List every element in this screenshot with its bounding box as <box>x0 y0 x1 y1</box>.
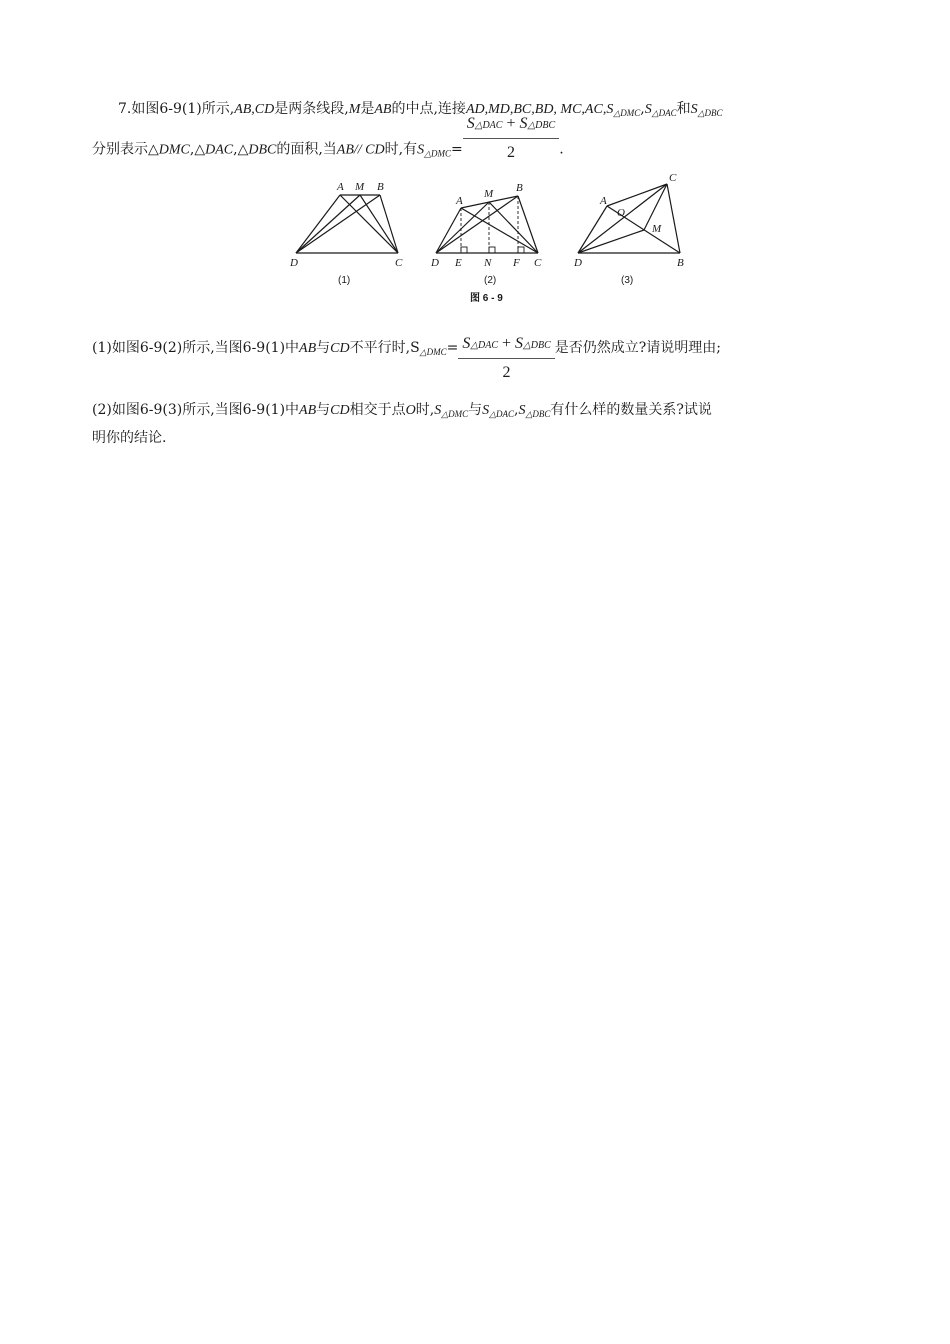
label-b-2: B <box>516 182 523 194</box>
label-c-1: C <box>395 257 403 269</box>
label-a-3: A <box>600 195 607 207</box>
label-n-2: N <box>484 257 492 269</box>
label-m-3: M <box>652 223 662 235</box>
label-d-3: D <box>574 257 582 269</box>
area-fraction: $\frac{\text{S△DAC + S△DBC}}{2}$ <box>463 114 559 163</box>
segment-ac-2 <box>461 208 538 253</box>
figure-panel-2 <box>436 196 538 253</box>
question-2-line-2: 明你的结论. <box>92 430 167 446</box>
figure-panel-3 <box>578 184 680 253</box>
segment-md-3 <box>578 230 644 253</box>
right-angle-e <box>461 247 467 253</box>
area-fraction-q1: $\frac{\text{S△DAC + S△DBC}}{2}$ <box>458 334 554 383</box>
label-m-2: M <box>484 188 494 200</box>
label-o-3: O <box>617 207 625 219</box>
segment-mc-2 <box>489 202 538 253</box>
label-d-2: D <box>431 257 439 269</box>
label-b-1: B <box>377 181 384 193</box>
figure-panel-1 <box>296 195 398 253</box>
figure-caption: 图 6 - 9 <box>470 293 503 304</box>
figure-6-9 <box>282 170 702 310</box>
segment-ad-3 <box>578 206 607 253</box>
segment-ad-2 <box>436 208 461 253</box>
segment-md-2 <box>436 202 489 253</box>
label-c-3: C <box>669 172 677 184</box>
right-angle-f <box>518 247 524 253</box>
problem-line-1: 7.如图6-9(1)所示,AB,CD是两条线段,M是AB的中点,连接AD,MD,BC,BD, $MC,AC,S_{\triangle DMC},S_{\triangle DAC}$和$S_{\triangle DBC}$ <box>118 101 723 118</box>
segment-cb-3 <box>667 184 680 253</box>
panel-label-2: (2) <box>484 275 497 286</box>
label-m-1: M <box>355 181 365 193</box>
panel-label-3: (3) <box>621 275 634 286</box>
segment-ad <box>296 195 340 253</box>
problem-line-2: 分别表示△DMC,△DAC,△DBC的面积,当AB// CD时,有$S_{\triangle DMC}=$ $\frac{\text{S△DAC + S△DBC}}{2}$ . <box>92 115 564 161</box>
label-e-2: E <box>455 257 462 269</box>
label-c-2: C <box>534 257 542 269</box>
label-b-3: B <box>677 257 684 269</box>
panel-label-1: (1) <box>338 275 351 286</box>
segment-md <box>296 195 360 253</box>
segment-bd <box>296 195 380 253</box>
label-f-2: F <box>513 257 520 269</box>
segment-bc-2 <box>518 196 538 253</box>
label-d-1: D <box>290 257 298 269</box>
label-a-2: A <box>456 195 463 207</box>
question-1: (1)如图6-9(2)所示,当图6-9(1)中AB与CD不平行时$,S_{\triangle DMC}=$ $\frac{\text{S△DAC + S△DBC}}{2}$ 是否仍然成立?请说明理由; <box>92 335 721 381</box>
right-angle-n <box>489 247 495 253</box>
label-a-1: A <box>337 181 344 193</box>
question-2: (2)如图6-9(3)所示,当图6-9(1)中AB与CD相交于点O时$,S_{\triangle DMC}$与$S_{\triangle DAC},S_{\triangle DBC}$有什么样的数量关系?试说 <box>92 402 712 419</box>
segment-mc <box>360 195 398 253</box>
